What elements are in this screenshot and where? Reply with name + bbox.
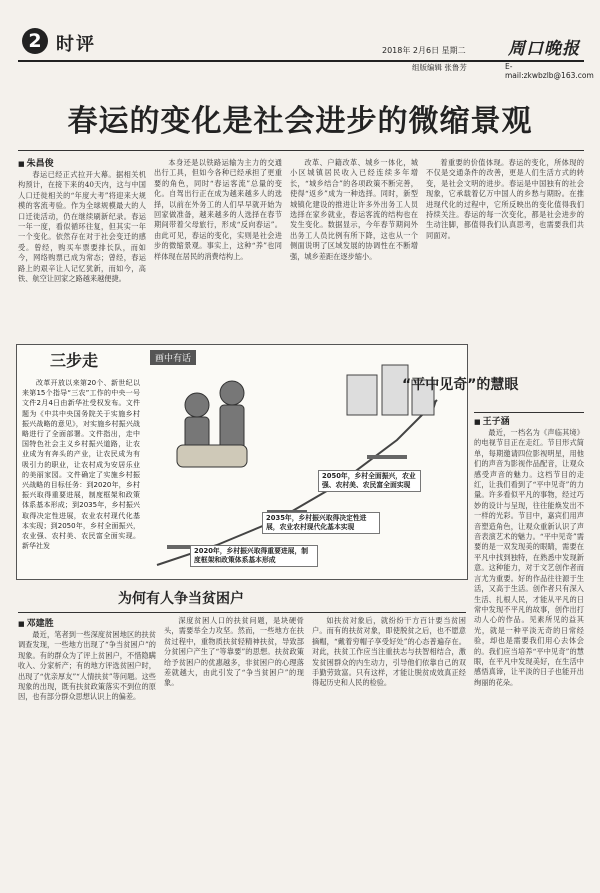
headline-rule (18, 150, 584, 151)
bottom-article-column-2: 深度贫困人口的扶贫问题，是块硬骨头，需要举全力攻坚。然而，一些地方在扶贫过程中，重物质扶贫轻精神扶贫，导致部分贫困户产生了“等靠要”的思想。扶贫政策给予贫困户的优惠越多，非贫困户的心理落差就越大，由此引发了“争当贫困户”的现象。 (164, 616, 304, 688)
bottom-article-column-1: 最近，笔者到一些深度贫困地区的扶贫调查发现，一些地方出现了“争当贫困户”的现象。有的群众为了评上贫困户，不惜隐瞒收入、分家析产；有的地方评选贫困户时，出现了“优亲厚友”“人情扶贫”等问题。这些现象的出现，既有扶贫政策落实不到位的原因，也有部分群众思想认识上的偏差。 (18, 630, 156, 702)
main-byline: ■ 朱昌俊 (18, 156, 54, 169)
illustration-tag: 画中有话 (150, 350, 196, 365)
editor-email: E-mail:zkwbzlb@163.com (505, 62, 594, 80)
main-article-column-2: 本身还是以铁路运输为主力的交通出行工具，但如今各种已经承担了更重要的角色，同时“春运客流”总量的变化。自驾出行正在成为越来越多人的选择，以前在外务工的人们早早就开始为回家做准备，越来越多的人选择在春节期间带着父母旅行，形成“反向春运”。由此可见，春运的变化，实则是社会进步的微缩景观。事实上，这种“养”也同样体现在居民的消费结构上。 (154, 158, 282, 261)
farmer-figures-icon (177, 381, 247, 467)
newspaper-logo: 周口晚报 (508, 39, 580, 59)
bottom-headline: 为何有人争当贫困户 (118, 591, 244, 607)
right-headline-rule (474, 412, 584, 413)
step-3-marker (367, 455, 407, 459)
header-rule (18, 60, 584, 62)
main-headline: 春运的变化是社会进步的微缩景观 (67, 104, 533, 139)
issue-date: 2018年 2月6日 星期二 (382, 46, 466, 55)
bottom-byline: ■ 邓建胜 (18, 616, 54, 629)
right-byline: ■ 王子涵 (474, 414, 510, 427)
bottom-headline-rule (18, 612, 466, 613)
right-headline: “平中见奇”的慧眼 (402, 377, 519, 393)
milestone-2035-label: 2035年，乡村振兴取得决定性进展，农业农村现代化基本实现 (262, 512, 380, 534)
right-article-body: 最近，一档名为《声临其境》的电视节目正在走红。节目形式简单，每期邀请四位影视明星，用他们的声音为影视作品配音，让观众感受声音的魅力。这档节目的走红，让我们看到了“平中见奇”的力量。许多看似平凡的事物，经过巧妙的设计与呈现，往往能焕发出不一样的光彩。节目中，嘉宾们用声音塑造角色，让观众重新认识了声音表演艺术的魅力。“平中见奇”需要的是一双发现美的眼睛，需要在平凡中找到独特，在熟悉中发现新意。这种能力，对于文艺创作者而言尤为重要。好的作品往往源于生活，又高于生活。创作者只有深入生活、扎根人民，才能从平凡的日常中发现不平凡的故事，创作出打动人心的作品。见素所见的益其光，就是一种平淡无奇的日常经验，却也是需要我们用心去体会的。我们应当培养“平中见奇”的慧眼，在平凡中发现美好，在生活中感悟真谛，让平淡的日子也能开出绚丽的花朵。 (474, 428, 584, 687)
main-article-column-1: 春运已经正式拉开大幕。据相关机构预计，在接下来的40天内，这与中国人口迁徙相关的“年度大考”将迎来大规模的客流考验。作为全球规模最大的人口迁徙活动，仍在继续刷新纪录。春运一年一度，看似循环往复，但其实一年一个变化。依然存在对于社会变迁的感受。曾经，购买车票要排长队，而如今，网络购票已成为常态；曾经，春运路上的艰辛让人记忆犹新，而如今，高铁、航空让回家之路越来越便捷。 (18, 170, 146, 284)
section-title: 时评 (56, 34, 96, 55)
illustration-title: 三步走 (50, 351, 99, 370)
main-article-column-3: 改革、户籍改革、城乡一体化，城小区城镇居民收入已经连续多年增长，“城乡结合”的各项政策不断完善，使得“返乡”成为一种选择。同时，新型城镇化建设的推进让许多外出务工人员选择在家乡就业，春运客流的结构也在发生变化。数据显示，今年春节期间外出务工人员比例有所下降，这也从一个侧面说明了区域发展的协调性在不断增强，城乡差距在逐步缩小。 (290, 158, 418, 261)
bottom-article-column-3: 如扶贫对象后，就纷纷干方百计要当贫困户。而有的扶贫对象，即使脱贫之后，也不愿意摘帽，“戴着穷帽子享受好处”的心态普遍存在。对此，扶贫工作应当注重扶志与扶智相结合，激发贫困群众的内生动力，引导他们依靠自己的双手勤劳致富。只有这样，才能让脱贫成效真正经得起历史和人民的检验。 (312, 616, 466, 688)
illustration-caption: 改革开放以来第20个、新世纪以来第15个指导“三农”工作的中央一号文件2月4日由新华社受权发布。文件题为《中共中央国务院关于实施乡村振兴战略的意见》，对实施乡村振兴战略进行了全面部署。文件指出，走中国特色社会主义乡村振兴道路，让农业成为有奔头的产业，让农民成为有吸引力的职业，让农村成为安居乐业的美丽家园。文件确定了实施乡村振兴战略的目标任务：到2020年，乡村振兴取得重要进展，制度框架和政策体系基本形成；到2035年，乡村振兴取得决定性进展，农业农村现代化基本实现；到2050年，乡村全面振兴，农业强、农村美、农民富全面实现。 新华社发 (22, 379, 140, 551)
editor-credit: 组版编辑 张鲁芳 (412, 63, 467, 72)
milestone-2050-label: 2050年，乡村全面振兴，农业强、农村美、农民富全面实现 (318, 470, 421, 492)
main-article-column-4: 着重要的价值体现。春运的变化，所体现的不仅是交通条件的改善，更是人们生活方式的转变，是社会文明的进步。春运是中国独有的社会现象，它承载着亿万中国人的乡愁与期盼。在推进现代化的过程中，它所反映出的变化值得我们持续关注。春运的每一次变化，都是社会进步的生动注脚，都值得我们认真思考，也需要我们共同面对。 (426, 158, 584, 240)
page-number: 2 (22, 28, 48, 54)
milestone-2020-label: 2020年，乡村振兴取得重要进展，制度框架和政策体系基本形成 (190, 545, 318, 567)
